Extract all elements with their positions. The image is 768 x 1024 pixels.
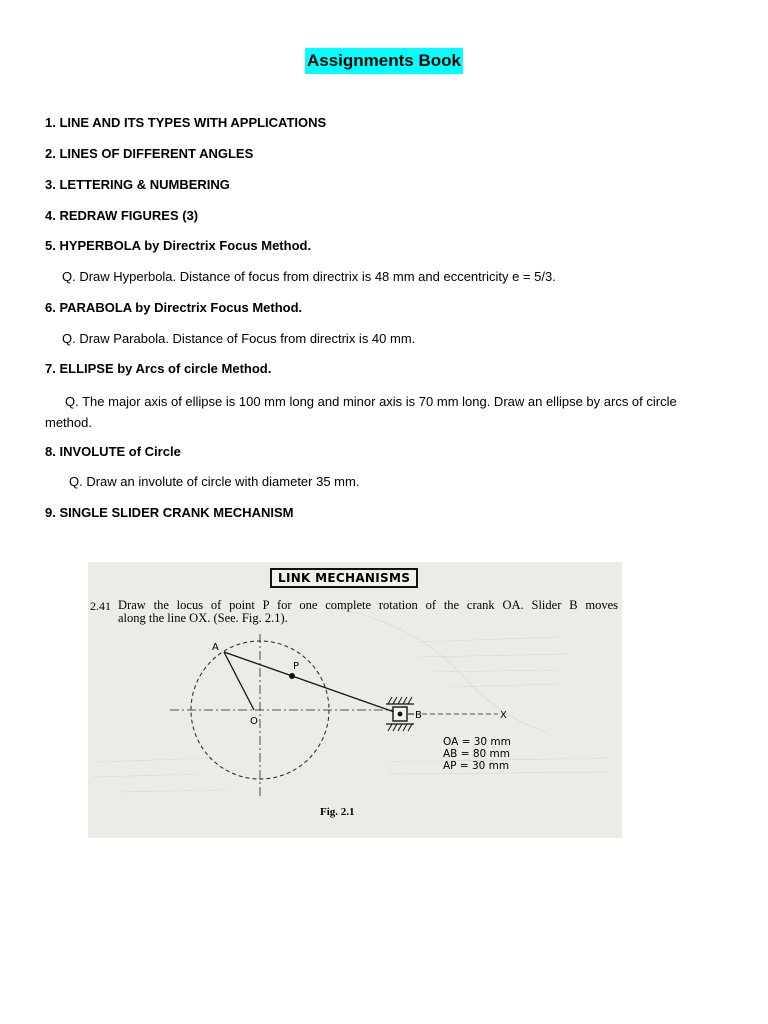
point-p xyxy=(289,673,295,679)
dimension-list xyxy=(443,736,511,772)
item-8-question: Q. Draw an involute of circle with diameter 35 mm. xyxy=(69,474,360,489)
label-o: O xyxy=(250,716,258,727)
page-title: Assignments Book xyxy=(305,48,463,74)
item-5-heading: 5. HYPERBOLA by Directrix Focus Method. xyxy=(45,238,312,253)
problem-number: 2.41 xyxy=(90,599,111,613)
item-2-heading: 2. LINES OF DIFFERENT ANGLES xyxy=(45,146,254,161)
item-5-question: Q. Draw Hyperbola. Distance of focus from directrix is 48 mm and eccentricity e = 5/3. xyxy=(62,269,556,284)
slider-b-pin xyxy=(398,712,403,717)
label-b: B xyxy=(415,710,422,721)
item-1-heading: 1. LINE AND ITS TYPES WITH APPLICATIONS xyxy=(45,115,327,130)
page-title-wrapper xyxy=(0,48,768,74)
dimension-ab: AB = 80 mm xyxy=(443,748,511,760)
problem-text xyxy=(118,599,618,625)
label-p: P xyxy=(293,661,300,672)
item-7-heading: 7. ELLIPSE by Arcs of circle Method. xyxy=(45,361,272,376)
item-7-question: Q. The major axis of ellipse is 100 mm long and minor axis is 70 mm long. Draw an ellipse by arcs of circle method. xyxy=(45,394,677,430)
dimension-ap: AP = 30 mm xyxy=(443,760,510,772)
item-6-question: Q. Draw Parabola. Distance of Focus from directrix is 40 mm. xyxy=(62,331,416,346)
item-6-heading: 6. PARABOLA by Directrix Focus Method. xyxy=(45,300,303,315)
figure-header: LINK MECHANISMS xyxy=(270,568,418,588)
item-8-heading: 8. INVOLUTE of Circle xyxy=(45,444,181,459)
figure-caption: Fig. 2.1 xyxy=(320,806,355,818)
problem-text-line-1: Draw the locus of point P for one complete rotation of the crank OA. Slider B moves xyxy=(118,598,618,612)
item-9-heading: 9. SINGLE SLIDER CRANK MECHANISM xyxy=(45,505,294,520)
problem-text-line-2: along the line OX. (See. Fig. 2.1). xyxy=(118,611,288,625)
dimension-oa: OA = 30 mm xyxy=(443,736,511,748)
item-3-heading: 3. LETTERING & NUMBERING xyxy=(45,177,230,192)
item-4-heading: 4. REDRAW FIGURES (3) xyxy=(45,208,199,223)
scanned-figure xyxy=(88,562,622,838)
label-x: X xyxy=(500,710,507,721)
label-a: A xyxy=(212,642,219,653)
